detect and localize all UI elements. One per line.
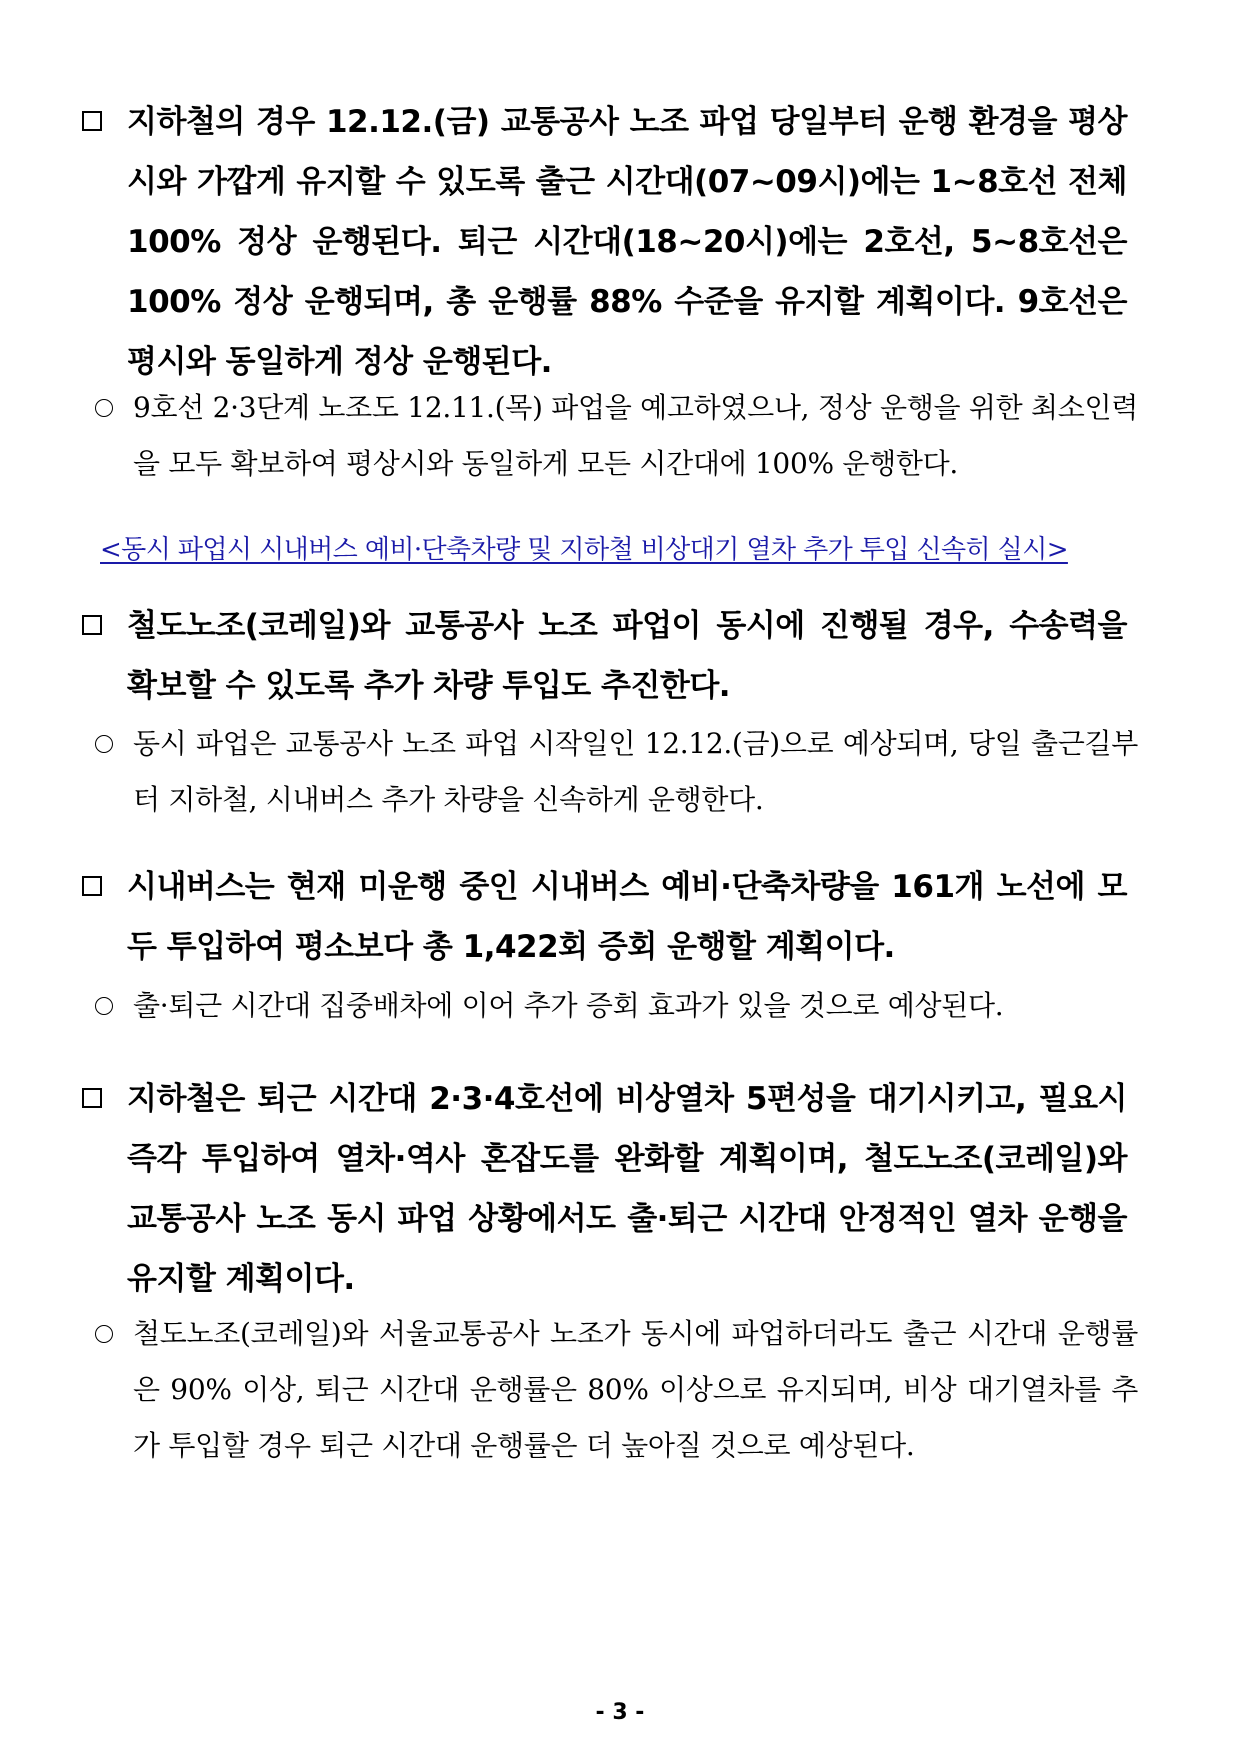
circle-bullet-icon — [95, 399, 113, 417]
paragraph-text: 지하철은 퇴근 시간대 2·3·4호선에 비상열차 5편성을 대기시키고, 필요시 즉각 투입하여 열차·역사 혼잡도를 완화할 계획이며, 철도노조(코레일)와 교통공사 노조 동시 파업 상황에서도 출·퇴근 시간대 안정적인 열차 운행을 유지할 계획이다. — [127, 1081, 1127, 1297]
square-bullet-icon — [82, 615, 102, 635]
circle-bullet-icon — [95, 735, 113, 753]
sub-paragraph-text: 철도노조(코레일)와 서울교통공사 노조가 동시에 파업하더라도 출근 시간대 운행률은 90% 이상, 퇴근 시간대 운행률은 80% 이상으로 유지되며, 비상 대기열차를 추가 투입할 경우 퇴근 시간대 운행률은 더 높아질 것으로 예상된다. — [133, 1317, 1138, 1462]
paragraph-text: 지하철의 경우 12.12.(금) 교통공사 노조 파업 당일부터 운행 환경을 평상시와 가깝게 유지할 수 있도록 출근 시간대(07~09시)에는 1~8호선 전체 100% 정상 운행된다. 퇴근 시간대(18~20시)에는 2호선, 5~8호선은 100% 정상 운행되며, 총 운행률 88% 수준을 유지할 계획이다. 9호선은 평시와 동일하게 정상 운행된다. — [127, 104, 1127, 380]
section-subheading: <동시 파업시 시내버스 예비·단축차량 및 지하철 비상대기 열차 추가 투입 신속히 실시> — [100, 535, 1068, 565]
square-bullet-icon — [82, 1088, 102, 1108]
circle-bullet-icon — [95, 1325, 113, 1343]
square-bullet-icon — [82, 876, 102, 896]
sub-paragraph-text: 9호선 2·3단계 노조도 12.11.(목) 파업을 예고하였으나, 정상 운행을 위한 최소인력을 모두 확보하여 평상시와 동일하게 모든 시간대에 100% 운행한다. — [133, 391, 1138, 480]
page-number: - 3 - — [595, 1700, 645, 1725]
paragraph-text: 시내버스는 현재 미운행 중인 시내버스 예비·단축차량을 161개 노선에 모두 투입하여 평소보다 총 1,422회 증회 운행할 계획이다. — [127, 869, 1127, 965]
sub-paragraph-text: 출·퇴근 시간대 집중배차에 이어 추가 증회 효과가 있을 것으로 예상된다. — [133, 989, 1004, 1022]
circle-bullet-icon — [95, 997, 113, 1015]
paragraph-text: 철도노조(코레일)와 교통공사 노조 파업이 동시에 진행될 경우, 수송력을 확보할 수 있도록 추가 차량 투입도 추진한다. — [127, 608, 1127, 704]
square-bullet-icon — [82, 111, 102, 131]
sub-paragraph-text: 동시 파업은 교통공사 노조 파업 시작일인 12.12.(금)으로 예상되며, 당일 출근길부터 지하철, 시내버스 추가 차량을 신속하게 운행한다. — [133, 727, 1138, 816]
